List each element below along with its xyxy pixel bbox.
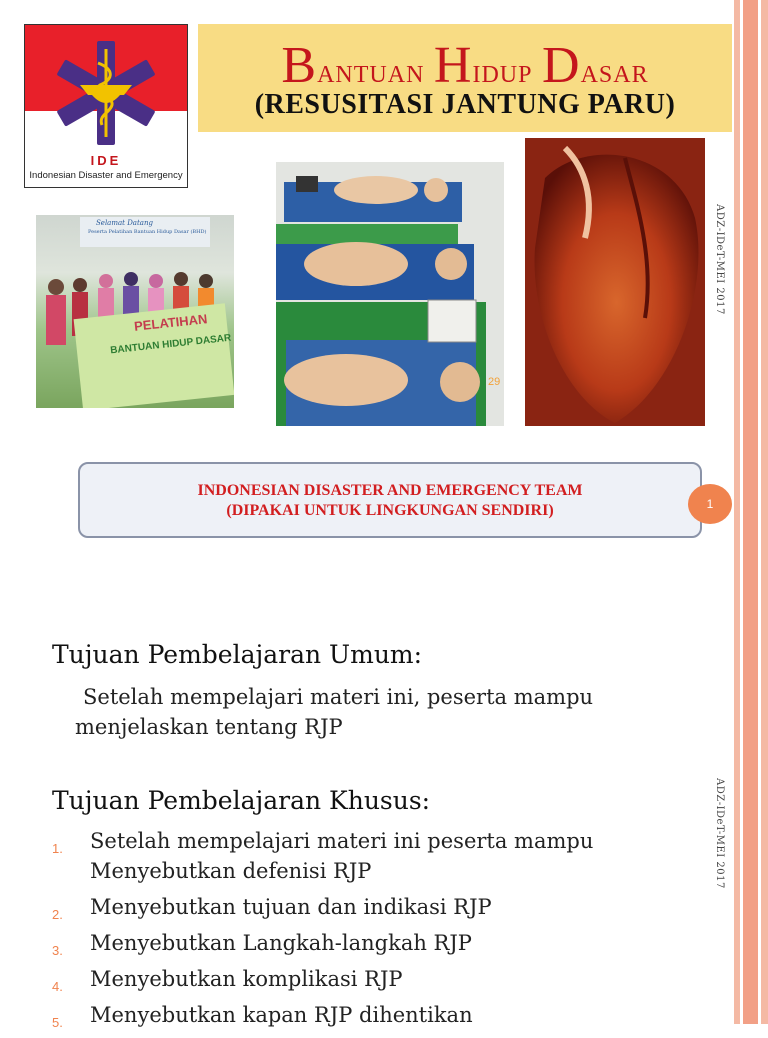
heart-image xyxy=(525,138,705,426)
logo-name: Indonesian Disaster and Emergency xyxy=(29,170,183,181)
list-item-number: 5. xyxy=(52,1015,63,1030)
list-item-number: 1. xyxy=(52,841,63,856)
team-line-1: INDONESIAN DISASTER AND EMERGENCY TEAM xyxy=(197,482,583,499)
title-rest-2: idup xyxy=(472,53,542,90)
side-label-top: ADZ-IDeT-MEI 2017 xyxy=(714,204,725,315)
list-item-text: Menyebutkan kapan RJP dihentikan xyxy=(90,1003,473,1027)
section-umum-line-2: menjelaskan tentang RJP xyxy=(75,715,343,739)
manikin-stamp: 29 xyxy=(488,376,501,388)
team-line-2: (DIPAKAI UNTUK LINGKUNGAN SENDIRI) xyxy=(226,502,554,519)
section-umum-text xyxy=(75,682,675,742)
objectives-list xyxy=(52,826,692,1036)
right-decorative-border xyxy=(730,0,768,1024)
group-training-photo xyxy=(36,215,234,408)
list-item xyxy=(52,892,692,922)
group-banner-welcome: Selamat Datang xyxy=(96,219,153,227)
section-khusus-heading: Tujuan Pembelajaran Khusus: xyxy=(52,786,431,815)
list-item-text: Menyebutkan komplikasi RJP xyxy=(90,967,403,991)
ide-logo xyxy=(24,24,188,188)
title-banner xyxy=(198,24,732,132)
title-cap-2: H xyxy=(433,37,473,94)
list-item-number: 4. xyxy=(52,979,63,994)
list-item-text: Menyebutkan tujuan dan indikasi RJP xyxy=(90,895,492,919)
group-banner-sub: Peserta Pelatihan Bantuan Hidup Dasar (BHD) xyxy=(88,229,207,235)
list-item xyxy=(52,826,692,886)
list-item xyxy=(52,928,692,958)
list-item xyxy=(52,1000,692,1030)
list-item xyxy=(52,964,692,994)
group-banner-main2: BANTUAN HIDUP DASAR xyxy=(109,332,232,357)
list-item-number: 3. xyxy=(52,943,63,958)
group-banner-main1: PELATIHAN xyxy=(133,311,209,334)
title-cap-3: D xyxy=(542,37,581,94)
page-title xyxy=(198,36,732,95)
list-item-number: 2. xyxy=(52,907,63,922)
section-umum-line-1: Setelah mempelajari materi ini, peserta mampu xyxy=(83,685,594,709)
side-label-bottom: ADZ-IDeT-MEI 2017 xyxy=(714,778,725,889)
section-umum-heading: Tujuan Pembelajaran Umum: xyxy=(52,640,423,669)
title-rest-1: antuan xyxy=(317,53,434,90)
list-item-text: Menyebutkan Langkah-langkah RJP xyxy=(90,931,472,955)
page-number-badge: 1 xyxy=(688,484,732,524)
list-item-text: Setelah mempelajari materi ini peserta mampu Menyebutkan defenisi RJP xyxy=(90,829,594,883)
cpr-manikin-photo xyxy=(276,162,504,426)
logo-acronym: IDE xyxy=(90,153,122,168)
team-notice-box xyxy=(78,462,702,538)
title-cap-1: B xyxy=(281,37,318,94)
page-subtitle: (RESUSITASI JANTUNG PARU) xyxy=(254,89,676,120)
title-rest-3: asar xyxy=(580,53,649,90)
